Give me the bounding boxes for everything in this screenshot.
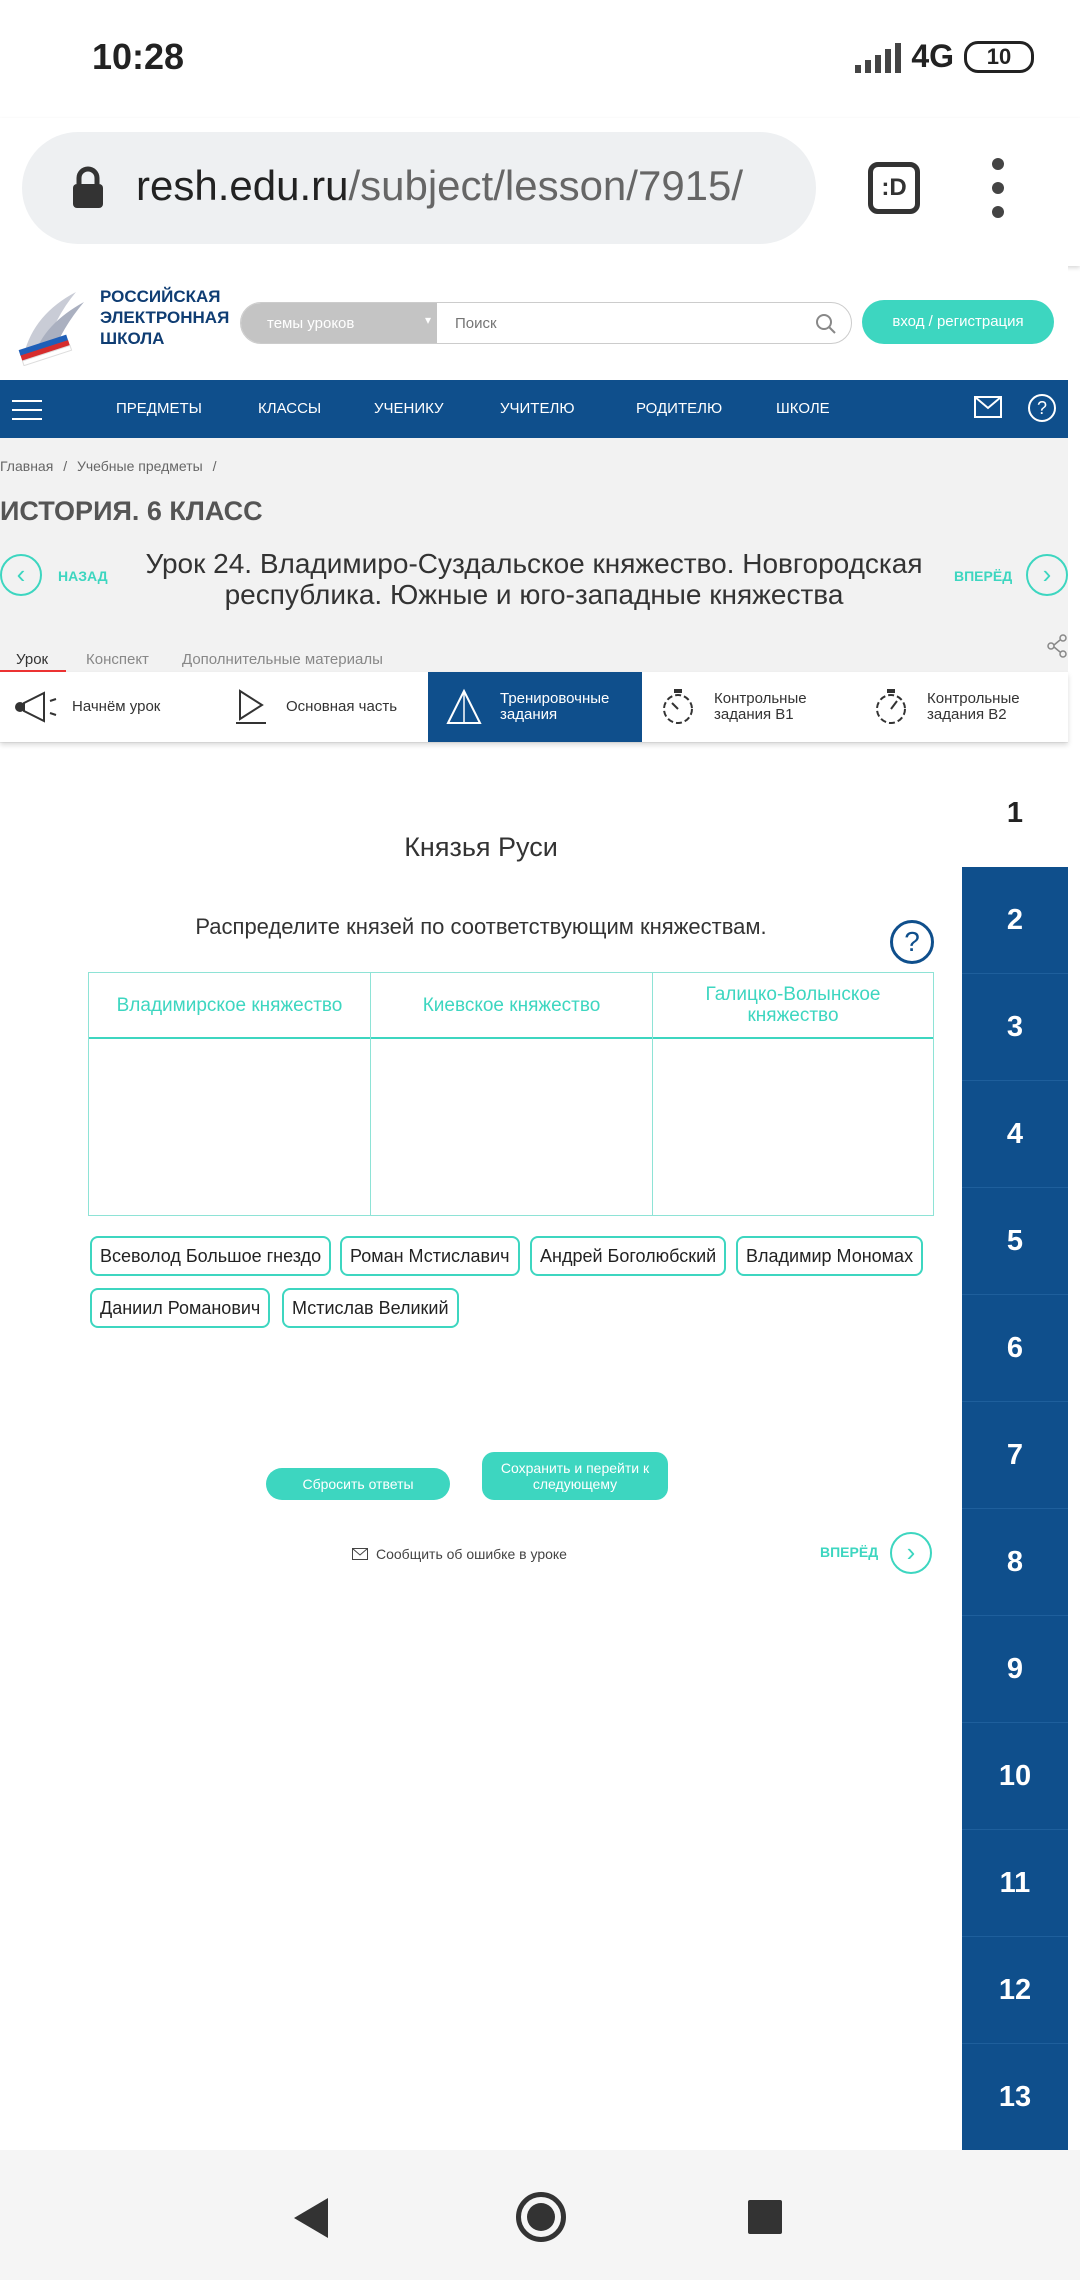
login-button[interactable]: вход / регистрация: [862, 300, 1054, 344]
task-number-5[interactable]: 5: [962, 1188, 1068, 1295]
answer-chip[interactable]: Андрей Боголюбский: [530, 1236, 726, 1276]
breadcrumb-separator: /: [212, 458, 217, 474]
lesson-title: Урок 24. Владимиро-Суздальское княжество. Новгородская республика. Южные и юго-западные княжества: [145, 548, 923, 610]
save-and-next-button[interactable]: Сохранить и перейти к следующему: [482, 1452, 668, 1500]
back-arrow-icon[interactable]: ‹: [0, 554, 42, 596]
column-header: Владимирское княжество: [89, 973, 370, 1039]
timer-icon: [869, 687, 913, 727]
logo-text[interactable]: РОССИЙСКАЯ ЭЛЕКТРОННАЯ ШКОЛА: [100, 287, 230, 348]
url-text: resh.edu.ru/subject/lesson/7915/: [136, 162, 744, 209]
status-time: 10:28: [92, 36, 185, 77]
battery-icon: 10: [964, 41, 1034, 73]
subject-title: ИСТОРИЯ. 6 КЛАСС: [0, 496, 263, 526]
task-number-7[interactable]: 7: [962, 1402, 1068, 1509]
nav-item-parent[interactable]: РОДИТЕЛЮ: [636, 400, 723, 417]
site-header: [0, 266, 1068, 380]
topic-select[interactable]: темы уроков ▾: [241, 303, 437, 343]
nav-item-classes[interactable]: КЛАССЫ: [258, 400, 322, 417]
home-icon[interactable]: [516, 2192, 566, 2242]
reset-answers-button[interactable]: Сбросить ответы: [266, 1468, 450, 1500]
hamburger-menu-icon[interactable]: [12, 400, 42, 420]
recent-apps-icon[interactable]: [748, 2200, 782, 2234]
browser-toolbar: [0, 118, 1080, 266]
task-number-2[interactable]: 2: [962, 867, 1068, 974]
breadcrumb-separator: /: [63, 458, 68, 474]
nav-item-student[interactable]: УЧЕНИКУ: [374, 400, 444, 417]
task-instruction: Распределите князей по соответствующим княжествам.: [195, 914, 767, 939]
logo-icon[interactable]: [14, 284, 94, 366]
status-icons: [855, 38, 1034, 75]
next-arrow-icon[interactable]: ›: [890, 1532, 932, 1574]
task-number-1[interactable]: 1: [962, 760, 1068, 867]
task-number-11[interactable]: 11: [962, 1830, 1068, 1937]
megaphone-icon: [14, 687, 58, 727]
task-number-3[interactable]: 3: [962, 974, 1068, 1081]
next-link[interactable]: ВПЕРЁД: [820, 1544, 879, 1560]
system-navigation-bar: [0, 2150, 1080, 2280]
column-header: Галицко-Волынское княжество: [653, 973, 933, 1039]
drop-column-kiev[interactable]: [371, 973, 653, 1215]
help-icon[interactable]: ?: [1028, 394, 1056, 422]
timer-icon: [656, 687, 700, 727]
nav-item-teacher[interactable]: УЧИТЕЛЮ: [500, 400, 575, 417]
back-link[interactable]: НАЗАД: [58, 568, 108, 584]
answer-chip[interactable]: Роман Мстиславич: [340, 1236, 520, 1276]
task-number-13[interactable]: 13: [962, 2044, 1068, 2151]
task-title: Князья Руси: [404, 832, 558, 862]
back-icon[interactable]: [294, 2198, 328, 2238]
step-training[interactable]: Тренировочные задания: [428, 672, 642, 742]
status-bar: [0, 0, 1080, 118]
breadcrumb-home[interactable]: Главная: [0, 458, 54, 474]
step-control-b2[interactable]: Контрольные задания В2: [855, 672, 1068, 742]
search-bar: [240, 302, 852, 344]
breadcrumb: [0, 458, 223, 474]
task-number-10[interactable]: 10: [962, 1723, 1068, 1830]
address-bar[interactable]: [22, 132, 816, 244]
browser-menu-icon[interactable]: [990, 158, 1006, 218]
task-number-4[interactable]: 4: [962, 1081, 1068, 1188]
mail-icon: [352, 1548, 368, 1560]
step-main[interactable]: Основная часть: [214, 672, 428, 742]
column-header: Киевское княжество: [371, 973, 652, 1039]
tab-extra-materials[interactable]: Дополнительные материалы: [182, 651, 383, 668]
lesson-header: [0, 438, 1068, 743]
nav-item-subjects[interactable]: ПРЕДМЕТЫ: [116, 400, 202, 417]
nav-item-school[interactable]: ШКОЛЕ: [776, 400, 830, 417]
answer-chip[interactable]: Всеволод Большое гнездо: [90, 1236, 331, 1276]
step-control-b1[interactable]: Контрольные задания В1: [642, 672, 855, 742]
tabs-switcher-icon[interactable]: :D: [868, 162, 920, 214]
task-number-list: [962, 760, 1068, 2151]
drop-column-galicia[interactable]: [653, 973, 933, 1215]
report-error-link[interactable]: Сообщить об ошибке в уроке: [352, 1546, 567, 1562]
mail-icon[interactable]: [974, 396, 1002, 418]
lock-icon: [70, 166, 106, 210]
search-input[interactable]: [455, 303, 795, 343]
tab-summary[interactable]: Конспект: [86, 651, 149, 668]
task-number-6[interactable]: 6: [962, 1295, 1068, 1402]
answer-chip[interactable]: Мстислав Великий: [282, 1288, 459, 1328]
lesson-steps: [0, 672, 1068, 742]
step-start[interactable]: Начнём урок: [0, 672, 214, 742]
task-number-8[interactable]: 8: [962, 1509, 1068, 1616]
answer-chip[interactable]: Владимир Мономах: [736, 1236, 923, 1276]
search-icon[interactable]: [815, 313, 837, 335]
share-icon[interactable]: [1046, 634, 1068, 658]
matching-table: [88, 972, 934, 1216]
forward-arrow-icon[interactable]: ›: [1026, 554, 1068, 596]
pyramid-icon: [442, 687, 486, 727]
tab-lesson[interactable]: Урок: [16, 651, 49, 668]
network-type: 4G: [911, 38, 954, 74]
breadcrumb-subjects[interactable]: Учебные предметы: [76, 458, 203, 474]
answer-chip[interactable]: Даниил Романович: [90, 1288, 270, 1328]
signal-icon: [855, 41, 901, 73]
main-nav: [0, 380, 1068, 438]
task-number-9[interactable]: 9: [962, 1616, 1068, 1723]
task-number-12[interactable]: 12: [962, 1937, 1068, 2044]
play-icon: [228, 687, 272, 727]
help-icon[interactable]: ?: [890, 920, 934, 964]
drop-column-vladimir[interactable]: [89, 973, 371, 1215]
forward-link[interactable]: ВПЕРЁД: [954, 568, 1013, 584]
